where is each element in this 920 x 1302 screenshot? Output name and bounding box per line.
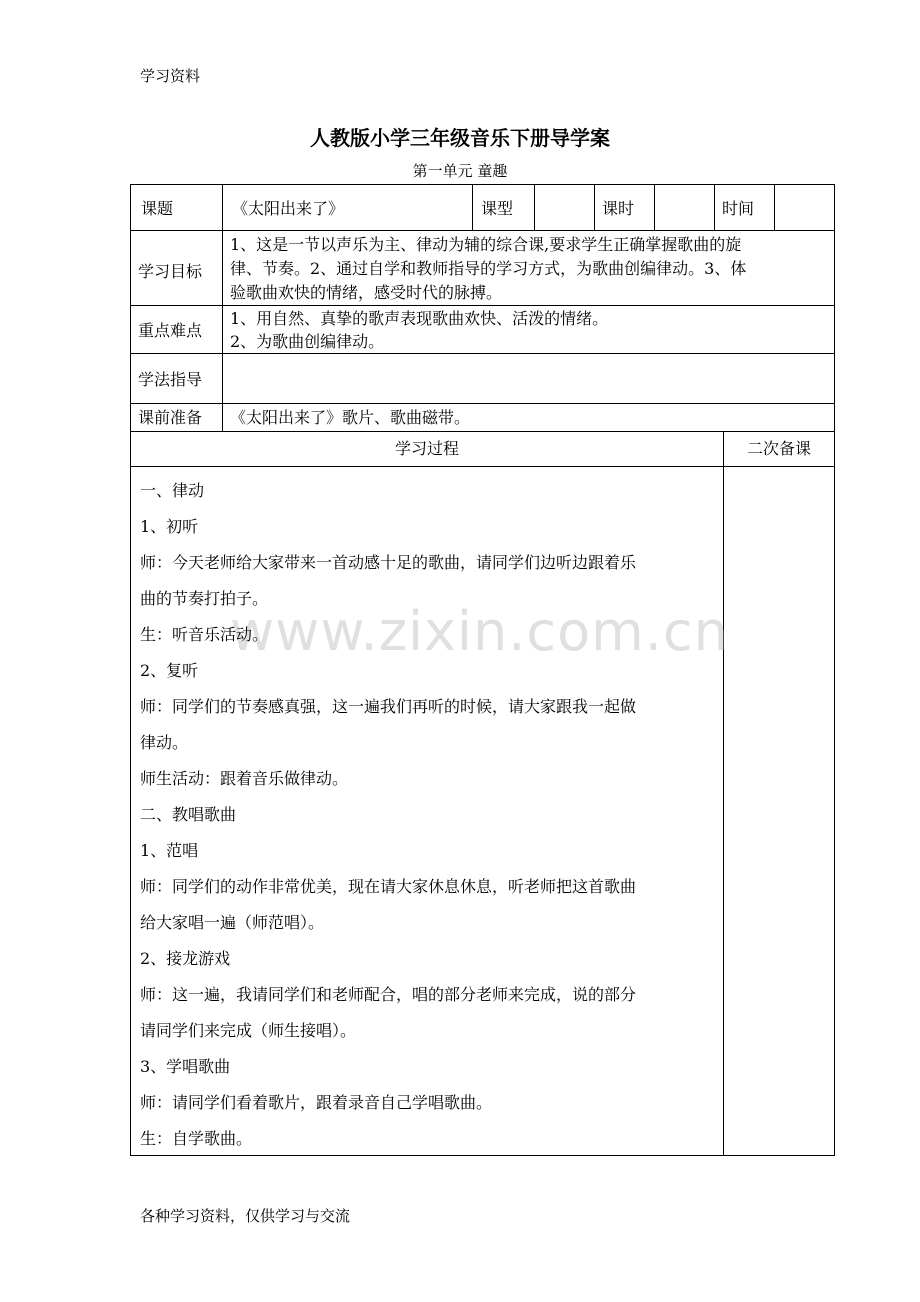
process-line: 给大家唱一遍（师范唱）。 [140, 913, 325, 932]
process-line: 师生活动：跟着音乐做律动。 [140, 769, 349, 788]
second-prep-header: 二次备课 [746, 439, 811, 458]
header-note: 学习资料 [140, 67, 201, 85]
process-line: 2、接龙游戏 [140, 949, 231, 968]
time-label: 时间 [722, 199, 755, 218]
process-line: 1、初听 [140, 517, 199, 536]
footer-note: 各种学习资料，仅供学习与交流 [140, 1207, 351, 1225]
process-line: 师：请同学们看着歌片，跟着录音自己学唱歌曲。 [140, 1093, 493, 1112]
process-line: 曲的节奏打拍子。 [140, 589, 269, 608]
topic-label: 课题 [141, 199, 174, 218]
process-line: 师：同学们的动作非常优美，现在请大家休息休息，听老师把这首歌曲 [140, 877, 637, 896]
process-line: 1、范唱 [140, 841, 199, 860]
process-line: 师：今天老师给大家带来一首动感十足的歌曲，请同学们边听边跟着乐 [140, 553, 637, 572]
process-line: 2、复听 [140, 661, 199, 680]
process-line: 请同学们来完成（师生接唱）。 [140, 1021, 357, 1040]
key-point-1: 1、用自然、真挚的歌声表现歌曲欢快、活泼的情绪。 [230, 309, 609, 328]
process-header: 学习过程 [394, 439, 459, 458]
unit-subtitle: 第一单元 童趣 [412, 162, 508, 180]
process-line: 师：同学们的节奏感真强，这一遍我们再听的时候，请大家跟我一起做 [140, 697, 637, 716]
process-line: 3、学唱歌曲 [140, 1057, 231, 1076]
process-line: 二、教唱歌曲 [140, 805, 237, 824]
goals-line-2: 律、节奏。2、通过自学和教师指导的学习方式，为歌曲创编律动。3、体 [230, 259, 747, 278]
process-line: 一、律动 [140, 481, 205, 500]
key-points-label: 重点难点 [138, 321, 203, 340]
document-title: 人教版小学三年级音乐下册导学案 [310, 126, 610, 150]
topic-value: 《太阳出来了》 [232, 199, 345, 218]
process-line: 师：这一遍，我请同学们和老师配合，唱的部分老师来完成，说的部分 [140, 985, 637, 1004]
method-label: 学法指导 [138, 370, 203, 389]
prep-label: 课前准备 [138, 408, 203, 427]
period-label: 课时 [602, 199, 635, 218]
prep-value: 《太阳出来了》歌片、歌曲磁带。 [230, 408, 471, 427]
process-line: 律动。 [140, 733, 189, 752]
goals-line-3: 验歌曲欢快的情绪，感受时代的脉搏。 [230, 283, 503, 302]
process-line: 生：自学歌曲。 [140, 1129, 253, 1148]
goals-label: 学习目标 [138, 262, 203, 281]
process-line: 生：听音乐活动。 [140, 625, 269, 644]
key-point-2: 2、为歌曲创编律动。 [230, 332, 385, 351]
watermark: www.zixin.com.cn [230, 600, 729, 663]
goals-line-1: 1、这是一节以声乐为主、律动为辅的综合课,要求学生正确掌握歌曲的旋 [230, 235, 742, 254]
lesson-type-label: 课型 [481, 199, 514, 218]
